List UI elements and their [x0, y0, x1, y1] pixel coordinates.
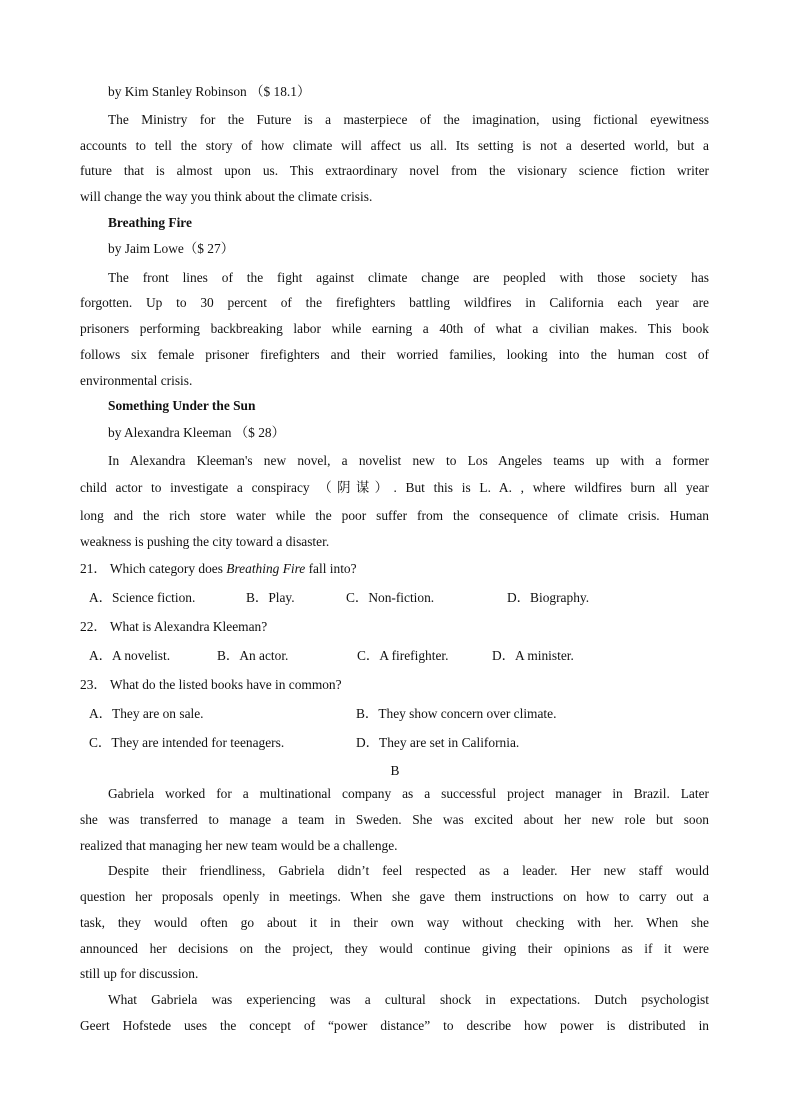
section-b-p1-line-3: realized that managing her new team would be a challenge.: [80, 838, 398, 853]
question-22: [80, 618, 267, 636]
question-22-option-b: B．An actor.: [217, 648, 289, 663]
book-2-desc-line-1: The front lines of the fight against climate change are peopled with those society has: [108, 270, 709, 285]
question-23-stem: What do the listed books have in common?: [109, 677, 342, 692]
section-b-p1-line-2: she was transferred to manage a team in Sweden. She was excited about her new role but soon: [80, 812, 709, 827]
section-b-p3-line-1: What Gabriela was experiencing was a cultural shock in expectations. Dutch psychologist: [108, 992, 709, 1007]
book-3-author-line: by Alexandra Kleeman （$ 28）: [108, 425, 286, 440]
section-b-p2-line-2: question her proposals openly in meetings. When she gave them instructions on how to carry out a: [80, 889, 709, 904]
question-22-option-a: A．A novelist.: [89, 648, 171, 663]
book-3-desc-line-2: child actor to investigate a conspiracy （阴谋）. But this is L. A. , where wildfires burn all year: [80, 480, 709, 495]
question-22-option-c: C．A firefighter.: [357, 648, 449, 663]
question-23-option-d: D．They are set in California.: [356, 735, 520, 750]
book-1-desc-line-3: future that is almost upon us. This extraordinary novel from the visionary science fiction writer: [80, 163, 709, 178]
section-b-p3-line-2: Geert Hofstede uses the concept of “power distance” to describe how power is distributed in: [80, 1018, 709, 1033]
section-b-p1-line-1: Gabriela worked for a multinational company as a successful project manager in Brazil. Later: [108, 786, 709, 801]
question-22-option-d: D．A minister.: [492, 648, 574, 663]
book-2-desc-line-3: prisoners performing backbreaking labor while earning a 40th of what a civilian makes. This book: [80, 321, 709, 336]
question-22-stem: What is Alexandra Kleeman?: [109, 619, 268, 634]
question-21-option-a: A．Science fiction.: [89, 590, 196, 605]
book-1-desc-line-1: The Ministry for the Future is a masterpiece of the imagination, using fictional eyewitness: [108, 112, 709, 127]
question-23: [80, 676, 342, 694]
question-21-stem-italic: Breathing Fire: [226, 561, 306, 576]
book-1-desc-line-2: accounts to tell the story of how climate will affect us all. Its setting is not a deserted world, but a: [80, 138, 709, 153]
book-3-title: Something Under the Sun: [108, 398, 256, 413]
question-23-option-c: C．They are intended for teenagers.: [89, 735, 285, 750]
question-21-option-d: D．Biography.: [507, 590, 590, 605]
question-23-option-b: B．They show concern over climate.: [356, 706, 557, 721]
section-b-p2-line-4: announced her decisions on the project, they would continue giving their opinions as if it were: [80, 941, 709, 956]
question-21-option-c: C．Non-fiction.: [346, 590, 435, 605]
question-21-option-b: B．Play.: [246, 590, 295, 605]
book-3-desc-line-1: In Alexandra Kleeman's new novel, a novelist new to Los Angeles teams up with a former: [108, 453, 709, 468]
section-b-p2-line-1: Despite their friendliness, Gabriela didn’t feel respected as a leader. Her new staff would: [108, 863, 709, 878]
book-2-desc-line-4: follows six female prisoner firefighters and their worried families, looking into the human cost of: [80, 347, 709, 362]
question-21-stem-before: Which category does: [109, 561, 227, 576]
book-2-desc-line-2: forgotten. Up to 30 percent of the firefighters battling wildfires in California each year are: [80, 295, 709, 310]
question-22-number: 22．: [80, 619, 107, 634]
section-b-p2-line-5: still up for discussion.: [80, 966, 199, 981]
book-3-desc-line-4: weakness is pushing the city toward a disaster.: [80, 534, 330, 549]
question-23-option-a: A．They are on sale.: [89, 706, 204, 721]
book-2-author-line: by Jaim Lowe（$ 27）: [108, 241, 235, 256]
question-23-number: 23．: [80, 677, 107, 692]
book-1-desc-line-4: will change the way you think about the climate crisis.: [80, 189, 373, 204]
book-2-title: Breathing Fire: [108, 215, 192, 230]
book-1-author-line: by Kim Stanley Robinson （$ 18.1）: [108, 84, 311, 99]
book-2-desc-line-5: environmental crisis.: [80, 373, 193, 388]
question-21: [80, 560, 357, 578]
question-21-stem-after: fall into?: [305, 561, 357, 576]
question-21-number: 21．: [80, 561, 107, 576]
book-3-desc-line-3: long and the rich store water while the poor suffer from the consequence of climate crisis. Human: [80, 508, 709, 523]
section-b-label: B: [390, 763, 400, 778]
section-b-p2-line-3: task, they would often go about it in their own way without checking with her. When she: [80, 915, 709, 930]
